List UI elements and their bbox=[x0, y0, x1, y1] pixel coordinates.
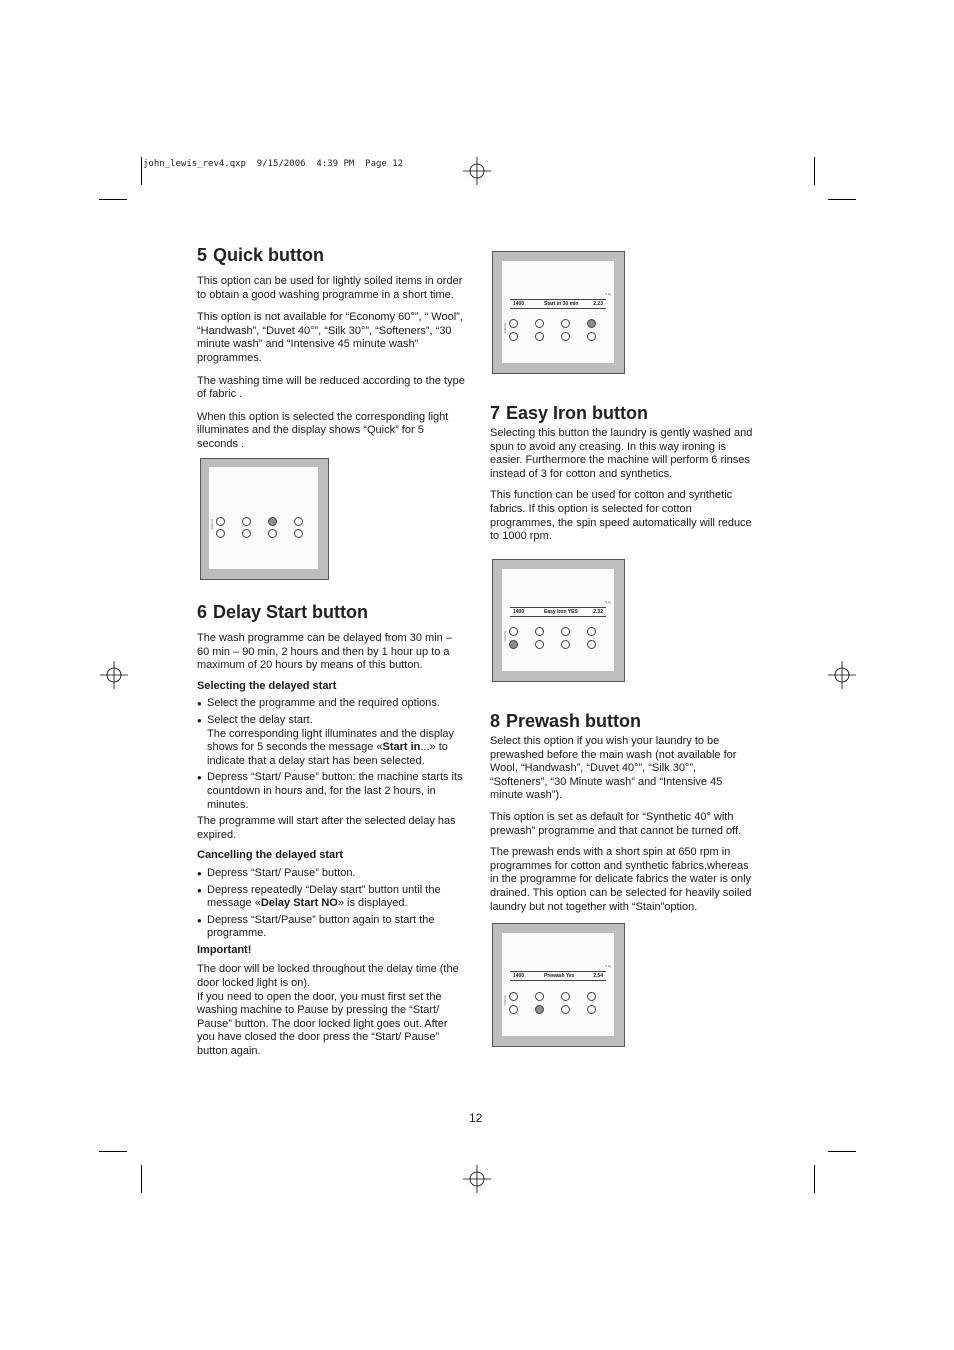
section-number: 6 bbox=[197, 602, 208, 622]
paragraph: The programme will start after the selected delay has expired. bbox=[197, 815, 456, 841]
paragraph: The wash programme can be delayed from 30 min – 60 min – 90 min, 2 hours and then by 1 hour up to a maximum of 20 hours by means of this button. bbox=[197, 632, 452, 672]
list-item-text: Depress “Start/ Pause” button: the machine starts its countdown in hours and, for the last 2 hours, in minutes. bbox=[207, 771, 463, 811]
list-item bbox=[197, 714, 467, 768]
list-item bbox=[197, 697, 467, 711]
paragraph: If you need to open the door, you must first set the washing machine to Pause by pressing the “Start/ Pause” button. The door locked light goes out. After you have closed the door press the “Start/ Pause” button again. bbox=[197, 990, 448, 1058]
list-item-text: Depress “Start/ Pause” button. bbox=[207, 866, 356, 879]
registration-mark-icon bbox=[463, 157, 491, 185]
section-number: 7 bbox=[490, 403, 501, 423]
section-title: Quick button bbox=[213, 245, 325, 265]
display-time: 2.23 bbox=[593, 301, 603, 307]
section-5-heading bbox=[197, 245, 324, 266]
crop-mark bbox=[141, 157, 142, 185]
control-panel-illustration: 6 kg 1400 Prewash Yes 2.54 Options bbox=[492, 923, 625, 1047]
display-message: Start in 30 min bbox=[544, 301, 579, 307]
crop-mark bbox=[99, 199, 127, 200]
paragraph: The washing time will be reduced according to the type of fabric . bbox=[197, 374, 465, 401]
list-item-text: Select the delay start. bbox=[207, 713, 313, 726]
paragraph: The prewash ends with a short spin at 650 rpm in programmes for cotton and synthetic fabrics,whereas in the programme for delicate fabrics the water is only drained. This option can be selected for heavily soiled laundry but not together with “Stain”option. bbox=[490, 846, 752, 913]
registration-mark-icon bbox=[463, 1165, 491, 1193]
crop-mark bbox=[814, 1165, 815, 1193]
bold-text: Delay Start NO bbox=[260, 897, 338, 910]
list-item-text: ...» to indicate that a delay start has been selected. bbox=[207, 741, 448, 767]
section-8-heading bbox=[490, 711, 641, 732]
display-spin-speed: 1400 bbox=[513, 609, 525, 615]
display-spin-speed: 1400 bbox=[513, 301, 525, 307]
paragraph: The door will be locked throughout the delay time (the door locked light is on). bbox=[197, 963, 459, 990]
section-7-heading bbox=[490, 403, 648, 424]
display-spin-speed: 1400 bbox=[513, 973, 525, 979]
list-item bbox=[197, 914, 467, 941]
display-time: 2.54 bbox=[593, 973, 603, 979]
section-8-body bbox=[490, 735, 756, 914]
subheading: Selecting the delayed start bbox=[197, 679, 337, 692]
subheading: Cancelling the delayed start bbox=[197, 849, 344, 862]
list-item-text: Depress “Start/Pause” button again to start the programme. bbox=[207, 913, 435, 940]
paragraph: This option is set as default for “Synthetic 40° with prewash” programme and that cannot be turned off. bbox=[490, 810, 742, 837]
section-title: Easy Iron button bbox=[506, 403, 649, 423]
section-number: 5 bbox=[197, 245, 208, 265]
display-time: 2.32 bbox=[593, 609, 603, 615]
subheading: Important! bbox=[197, 943, 252, 956]
section-title: Delay Start button bbox=[213, 602, 369, 622]
list-item bbox=[197, 884, 467, 911]
page-number: 12 bbox=[469, 1111, 483, 1125]
control-panel-illustration: 6 kg 1400 Easy Iron YES 2.32 Options bbox=[492, 559, 625, 682]
control-panel-illustration: 6 kg 1400 Start in 30 min 2.23 Options bbox=[492, 251, 625, 374]
control-panel-illustration: Options bbox=[200, 458, 329, 580]
paragraph: This option is not available for “Economy 60°”, “ Wool”, “Handwash”, “Duvet 40°”, “Silk 30°”, “Softeners”, “30 minute wash” and “Intensive 45 minute wash” programmes. bbox=[197, 311, 463, 364]
file-slug: john_lewis_rev4.qxp 9/15/2006 4:39 PM Page 12 bbox=[143, 159, 404, 169]
section-6-heading bbox=[197, 602, 368, 623]
paragraph: When this option is selected the corresponding light illuminates and the display shows “Quick” for 5 seconds . bbox=[197, 410, 449, 450]
paragraph: Selecting this button the laundry is gently washed and spun to avoid any creasing. In this way ironing is easier. Furthermore the machine will perform 6 rinses instead of 3 for cotton and synthetics. bbox=[490, 427, 753, 480]
display-message: Prewash Yes bbox=[544, 973, 575, 979]
display-message: Easy Iron YES bbox=[544, 609, 578, 615]
list-item bbox=[197, 867, 467, 881]
section-6-body bbox=[197, 632, 467, 1059]
paragraph: This function can be used for cotton and synthetic fabrics. If this option is selected for cotton programmes, the spin speed automatically will reduce to 1000 rpm. bbox=[490, 489, 752, 543]
list-item-text: Depress repeatedly “Delay start” button until the message « bbox=[207, 883, 441, 910]
section-number: 8 bbox=[490, 711, 501, 731]
crop-mark bbox=[828, 199, 856, 200]
paragraph: This option can be used for lightly soiled items in order to obtain a good washing programme in a short time. bbox=[197, 275, 463, 301]
list-item-text: Select the programme and the required options. bbox=[207, 697, 440, 710]
list-item-text: » is displayed. bbox=[337, 897, 408, 910]
bullet-list bbox=[197, 697, 467, 812]
registration-mark-icon bbox=[828, 661, 856, 689]
crop-mark bbox=[814, 157, 815, 185]
bullet-list bbox=[197, 867, 467, 941]
list-item bbox=[197, 771, 467, 812]
section-title: Prewash button bbox=[506, 711, 642, 731]
section-5-body bbox=[197, 275, 467, 452]
list-item-text: The corresponding light illuminates and the display shows for 5 seconds the message « bbox=[207, 727, 455, 754]
crop-mark bbox=[828, 1151, 856, 1152]
bold-text: Start in bbox=[382, 741, 421, 754]
crop-mark bbox=[141, 1165, 142, 1193]
section-7-body bbox=[490, 427, 756, 544]
registration-mark-icon bbox=[100, 661, 128, 689]
crop-mark bbox=[99, 1151, 127, 1152]
paragraph: Select this option if you wish your laundry to be prewashed before the main wash (not available for Wool, “Handwash”, “Duvet 40°”, “Silk 30°”, “Softeners”, “30 Minute wash” and “Intensive 45 minute wash”). bbox=[490, 735, 737, 802]
